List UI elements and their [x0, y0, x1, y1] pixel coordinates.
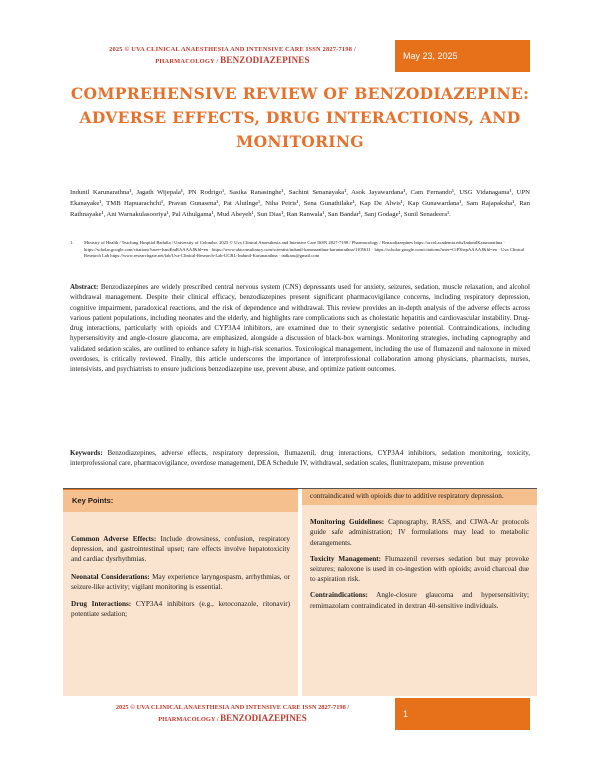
key-points-right-body — [302, 489, 537, 611]
key-point — [71, 599, 290, 619]
journal-topic: BENZODIAZEPINES — [220, 55, 310, 65]
key-point — [310, 554, 529, 585]
journal-footer — [70, 698, 395, 730]
author-list: Indunil Karunarathna¹, Jagath Wijepala¹, PN Rodrigo¹, Sasika Ranasinghe¹, Sachini Senanayaka¹, Asok Jayawardana¹, Cam Fernando¹, USG Vidanagama¹, UPN Ekanayake¹, TMB Hapuarachchi¹, Pravan Gunasena¹, Pat Alutlnge¹, Niha Peiris¹, Sena Gunathilake¹, Kap De Alwis¹, Kap Gunawardana¹, Sam Rajapaksha¹, Ran Rathnayake¹, Ani Warnakulasooriya¹, Pal Athulgama¹, Mud Abeyeh¹, Sun Dias¹, Ran Ranwala¹, San Bandar¹, Sanj Godage¹, Sunil Senadeera¹. — [70, 189, 530, 218]
key-points-heading: Key Points: — [63, 490, 298, 512]
journal-footer-line1: 2025 © UVA CLINICAL ANAESTHESIA AND INTENSIVE CARE ISSN 2827-7198 / — [115, 704, 350, 711]
key-point-text: May experience laryngospasm, arrhythmias, or seizure-like activity; vigilant monitoring is essential. — [71, 572, 290, 591]
header-date-box — [395, 40, 530, 72]
journal-header — [70, 40, 395, 72]
key-point-text: CYP3A4 inhibitors (e.g., ketoconazole, ritonavir) potentiate sedation; — [71, 600, 291, 619]
key-point-label: Common Adverse Effects: — [71, 535, 157, 543]
key-point-label: Neonatal Considerations: — [71, 572, 150, 581]
key-point — [71, 572, 290, 592]
key-point-text: Flumazenil reverses sedation but may provoke seizures; naloxone is used in co-ingestion with opioids; avoid charcoal due to aspiration risk. — [310, 554, 529, 584]
article-title: COMPREHENSIVE REVIEW OF BENZODIAZEPINE: ADVERSE EFFECTS, DRUG INTERACTIONS, AND MONITORING — [70, 84, 530, 151]
journal-footer-section: PHARMACOLOGY / — [158, 716, 221, 723]
key-point-text: Angle-closure glaucoma and hypersensitivity; remimazolam contraindicated in dextran 40-sensitive individuals. — [310, 591, 529, 610]
key-point — [310, 517, 529, 548]
keywords-text: Benzodiazepines, adverse effects, respiratory depression, flumazenil, drug interactions, CYP3A4 inhibitors, sedation monitoring, toxicity, interprofessional care, pharmacovigilance, overdose management, DEA Schedule IV, withdrawal, sedation scales, flunitrazepam, misuse prevention — [70, 449, 530, 468]
journal-footer-topic: BENZODIAZEPINES — [220, 713, 307, 723]
key-point-label: Drug Interactions: — [71, 600, 132, 609]
key-point-label: Toxicity Management: — [310, 554, 382, 563]
journal-header-line2 — [70, 55, 395, 67]
affiliation — [70, 240, 530, 260]
key-point-label: Monitoring Guidelines: — [310, 518, 385, 527]
key-points-box-left — [63, 489, 298, 696]
affiliation-number: 1. — [70, 240, 74, 245]
key-point-text: Include drowsiness, confusion, respiratory depression, and gastrointestinal upset; rare effects involve hepatotoxicity and cardiac dysrhythmias. — [71, 535, 290, 564]
key-point-text: Capnography, RASS, and CIWA-Ar protocols guide safe administration; IV formulations may lead to metabolic derangements. — [310, 518, 529, 547]
key-point — [310, 590, 529, 610]
publication-date: May 23, 2025 — [403, 51, 458, 61]
page-number: 1 — [403, 709, 409, 719]
page-footer — [70, 698, 530, 730]
journal-section: PHARMACOLOGY / — [155, 58, 221, 65]
page-header — [70, 40, 530, 72]
abstract-text: Benzodiazepines are widely prescribed central nervous system (CNS) depressants used for anxiety, seizures, sedation, muscle relaxation, and alcohol withdrawal management. Despite their clinical efficacy, benzodiazepines present significant pharmacovigilance concerns, including respiratory depression, cognitive impairment, paradoxical reactions, and the risk of dependence and withdrawal. This review provides an in-depth analysis of the adverse effects across various patient populations, including neonates and the elderly, and highlights rare complications such as cholestatic hepatitis and cardiovascular instability. Drug-drug interactions, particularly with opioids and CYP3A4 inhibitors, are examined due to their synergistic sedative potential. Contraindications, including hypersensitivity and angle-closure glaucoma, are emphasized, alongside a discussion of black-box warnings. Monitoring strategies, including capnography and validated sedation scales, are outlined to enhance safety in high-risk scenarios. Toxicological management, including the use of flumazenil and naloxone in mixed overdoses, is critically reviewed. Finally, this article underscores the importance of interprofessional collaboration among physicians, pharmacists, nurses, intensivists, and psychiatrists to ensure judicious benzodiazepine use, prevent abuse, and optimize patient outcomes. — [70, 283, 530, 374]
affiliation-text: Ministry of Health / Teaching Hospital Badulla / University of Colombo. 2025 © Uva Clinical Anaesthesia and Intensive Care ISSN 2827-7198 / Pharmacology / Benzodiazepines https://orcid.academia.edu/IndunilKarunarathna · https://scholar.google.com/citations?user=IsnuEmRAAAAJ&hl=en · https://www.uktconsultancy.com/scientist/indunil-karunarathna-karunarathna/1105611 · https://scholar.google.com/citations?user=CiP3hepAAAAJ&hl=en · Uva Clinical Research Lab https://www.researchgate.net/lab/Uva-Clinical-Research-Lab-UCRL-Indunil-Karunarathna · indkaru@gmail.com — [84, 240, 525, 258]
key-point-label: Contraindications: — [310, 591, 368, 600]
key-point-continuation: contraindicated with opioids due to additive respiratory depression. — [302, 489, 537, 505]
journal-header-line1: 2025 © UVA CLINICAL ANAESTHESIA AND INTENSIVE CARE ISSN 2827-7198 / — [109, 46, 356, 53]
abstract-label: Abstract: — [70, 283, 99, 291]
keywords-label: Keywords: — [70, 449, 103, 457]
keywords — [70, 448, 530, 469]
key-point — [71, 534, 290, 565]
key-points-box-right — [302, 489, 537, 696]
abstract — [70, 282, 530, 375]
key-points-left-body — [63, 534, 298, 619]
journal-footer-line2 — [70, 713, 395, 725]
page-number-box — [395, 698, 530, 730]
